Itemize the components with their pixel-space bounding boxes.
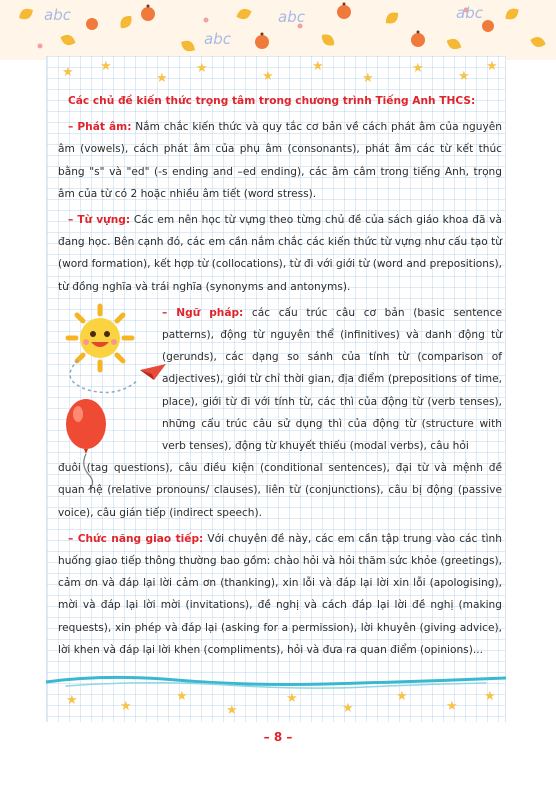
phonetics-paragraph	[58, 116, 502, 205]
leaf-icon	[179, 38, 198, 55]
vocabulary-text: Các em nên học từ vựng theo từng chủ đề của sách giáo khoa đã và đang học. Bên cạnh đó, các em cần nắm chắc các kiến thức từ vựng như cấu tạo từ (word formation), kết hợp từ (collocations), từ đi với giới từ (word and prepositions), từ đồng nghĩa và trái nghĩa (synonyms and antonyms).	[58, 214, 502, 293]
star-icon: ★	[62, 65, 74, 80]
vocabulary-paragraph	[58, 209, 502, 298]
leaf-icon	[117, 13, 135, 32]
star-icon: ★	[196, 61, 208, 76]
star-icon: ★	[412, 61, 424, 76]
leaf-icon	[59, 33, 77, 48]
communication-text: Với chuyên đề này, các em cần tập trung vào các tình huống giao tiếp thông thường bao gồm: chào hỏi và hỏi thăm sức khỏe (greetings), cảm ơn và đáp lại lời cảm ơn (thanking), xin lỗi và đáp lại lời xin lỗi (apologising), mời và đáp lại lời mời (invitations), đề nghị và cách đáp lại lời đề nghị (making requests), xin phép và đáp lại (asking for a permission), lời khuyên (giving advice), lời khen và đáp lại lời khen (compliments), hỏi và đưa ra quan điểm (opinions)...	[58, 532, 502, 656]
star-icon: ★	[286, 691, 298, 706]
star-icon: ★	[484, 689, 496, 704]
abc-letters: abc	[204, 30, 231, 48]
wave-divider	[46, 672, 506, 690]
vocabulary-term: – Từ vựng:	[68, 214, 131, 227]
main-content	[58, 90, 502, 665]
star-icon: ★	[458, 69, 470, 84]
grammar-text: các cấu trúc câu cơ bản (basic sentence patterns), động từ nguyên thể (infinitives) và danh động từ (gerunds), các dạng so sánh của tính từ (comparison of adjectives), giới từ chỉ thời gian, địa điểm (prepositions of time, place), giới từ đi với tính từ, các thì của động từ (verb tenses), những cấu trúc câu sử dụng thì của động từ (structure with verb tenses), động từ khuyết thiếu (modal verbs), câu hỏi	[162, 306, 502, 453]
star-icon: ★	[446, 699, 458, 714]
star-icon: ★	[312, 59, 324, 74]
top-decorative-border	[0, 0, 556, 60]
leaf-icon	[529, 35, 547, 49]
star-icon: ★	[100, 59, 112, 74]
star-icon: ★	[120, 699, 132, 714]
phonetics-text: Nắm chắc kiến thức và quy tắc cơ bản về cách phát âm của nguyên âm (vowels), cách phát âm của phụ âm (consonants), phát âm các từ kết thúc bằng "s" và "ed" (-s ending and –ed ending), các âm câm trong tiếng Anh, trọng âm của từ có 2 hoặc nhiều âm tiết (word stress).	[58, 121, 503, 200]
grammar-paragraph-continued: đuôi (tag questions), câu điều kiện (conditional sentences), đại từ và mệnh đề quan hệ (relative pronouns/ clauses), liên từ (conjunctions), câu bị động (passive voice), câu gián tiếp (indirect speech).	[58, 462, 502, 519]
abc-letters: abc	[456, 4, 483, 22]
star-icon: ★	[262, 69, 274, 84]
grammar-paragraph	[162, 302, 502, 457]
star-icon: ★	[342, 701, 354, 716]
communication-term: – Chức năng giao tiếp:	[68, 532, 204, 545]
star-icon: ★	[156, 71, 168, 86]
star-icon: ★	[66, 693, 78, 708]
abc-letters: abc	[44, 6, 71, 24]
leaf-icon	[503, 5, 522, 22]
leaf-icon	[17, 6, 36, 23]
leaf-icon	[319, 31, 338, 49]
star-icon: ★	[176, 689, 188, 704]
star-icon: ★	[396, 689, 408, 704]
page-number: – 8 –	[263, 730, 293, 744]
communication-paragraph	[58, 528, 502, 661]
abc-letters: abc	[278, 8, 305, 26]
star-icon: ★	[226, 703, 238, 718]
leaf-icon	[445, 36, 464, 52]
phonetics-term: – Phát âm:	[68, 121, 132, 134]
star-icon: ★	[486, 59, 498, 74]
grammar-term: – Ngữ pháp:	[162, 306, 244, 319]
leaf-icon	[383, 9, 402, 27]
leaf-icon	[235, 7, 253, 22]
section-heading: Các chủ đề kiến thức trọng tâm trong chương trình Tiếng Anh THCS:	[68, 95, 476, 107]
star-icon: ★	[362, 71, 374, 86]
